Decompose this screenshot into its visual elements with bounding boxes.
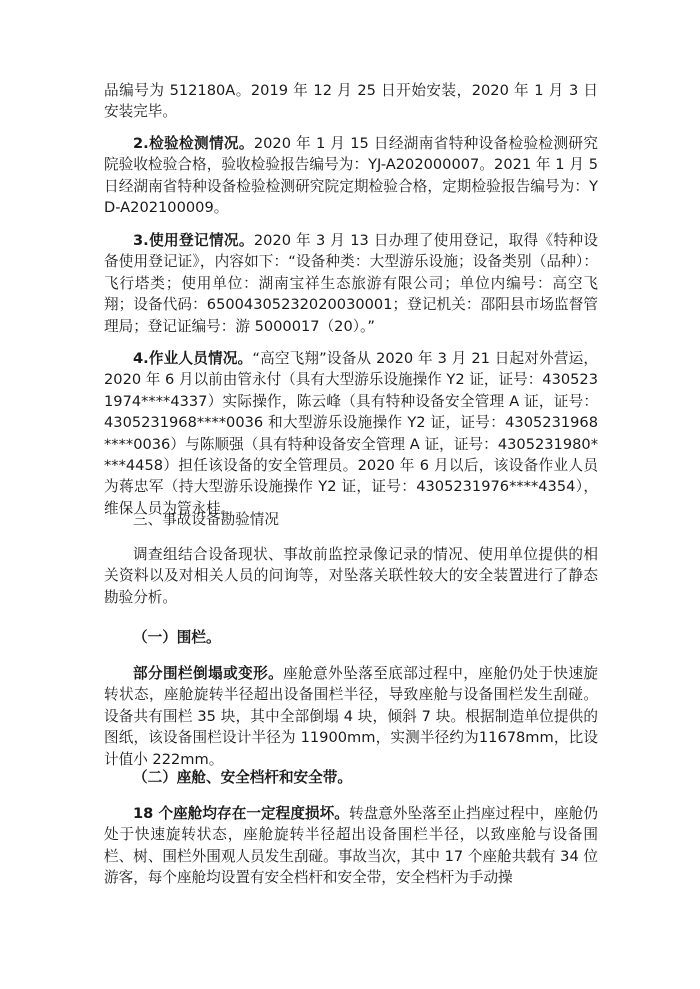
paragraph-lead: 18 个座舱均存在一定程度损坏。 xyxy=(133,805,349,822)
subsection-heading-fence: （一）围栏。 xyxy=(133,629,221,646)
paragraph-fence xyxy=(104,663,598,770)
paragraph-text: 2020 年 1 月 15 日经湖南省特种设备检验检测研究院验收检验合格，验收检验报告编号为：YJ-A202000007。2021 年 1 月 5 日经湖南省特种设备检验检测研究院定期检验合格，定期检验报告编号为：YD-A202100009。 xyxy=(104,135,598,217)
paragraph-cabin xyxy=(104,803,598,889)
paragraph-inspection xyxy=(104,133,598,219)
paragraph-lead: 2.检验检测情况。 xyxy=(133,135,254,152)
section-heading: 三、事故设备勘验情况 xyxy=(133,511,279,528)
paragraph-investigation xyxy=(104,544,598,608)
paragraph-text: 座舱意外坠落至底部过程中，座舱仍处于快速旋转状态，座舱旋转半径超出设备围栏半径，导致座舱与设备围栏发生刮碰。设备共有围栏 35 块，其中全部倒塌 4 块，倾斜 7 块。根据制造单位提供的图纸，该设备围栏设计半径为 11900mm，实测半径约为11678mm，比设计值小 222mm。 xyxy=(104,665,598,768)
paragraph-text: 品编号为 512180A。2019 年 12 月 25 日开始安装，2020 年 1 月 3 日安装完毕。 xyxy=(104,82,598,121)
subsection-heading-cabin: （二）座舱、安全档杆和安全带。 xyxy=(133,769,352,786)
paragraph-text: 调查组结合设备现状、事故前监控录像记录的情况、使用单位提供的相关资料以及对相关人员的问询等，对坠落关联性较大的安全装置进行了静态勘验分析。 xyxy=(104,546,598,606)
paragraph-lead: 3.使用登记情况。 xyxy=(133,232,254,249)
paragraph-operators xyxy=(104,348,598,519)
paragraph-text: 2020 年 3 月 13 日办理了使用登记，取得《特种设备使用登记证》，内容如下：“设备种类：大型游乐设施；设备类别（品种）：飞行塔类；使用单位：湖南宝祥生态旅游有限公司；单位内编号：高空飞翔；设备代码：65004305232020030001；登记机关：邵阳县市场监督管理局；登记证编号：游 5000017（20）。” xyxy=(104,232,598,335)
paragraph-lead: 部分围栏倒塌或变形。 xyxy=(133,665,284,682)
paragraph-installation xyxy=(104,80,598,123)
paragraph-text: 转盘意外坠落至止挡座过程中，座舱仍处于快速旋转状态，座舱旋转半径超出设备围栏半径，以致座舱与设备围栏、树、围栏外围观人员发生刮碰。事故当次，其中 17 个座舱共载有 34 位游客，每个座舱均设置有安全档杆和安全带，安全档杆为手动操 xyxy=(104,805,598,887)
paragraph-text: “高空飞翔”设备从 2020 年 3 月 21 日起对外营运，2020 年 6 月以前由管永付（具有大型游乐设施操作 Y2 证，证号：4305231974****4337）实际操作，陈云峰（具有特种设备安全管理 A 证，证号：4305231968****0036 和大型游乐设施操作 Y2 证，证号：4305231968****0036）与陈顺强（具有特种设备安全管理 A 证，证号：4305231980****4458）担任该设备的安全管理员。2020 年 6 月以后，该设备作业人员为蒋忠军（持大型游乐设施操作 Y2 证，证号：4305231976****4354），维保人员为管永桂。 xyxy=(104,350,598,517)
paragraph-lead: 4.作业人员情况。 xyxy=(133,350,253,367)
paragraph-registration xyxy=(104,230,598,337)
